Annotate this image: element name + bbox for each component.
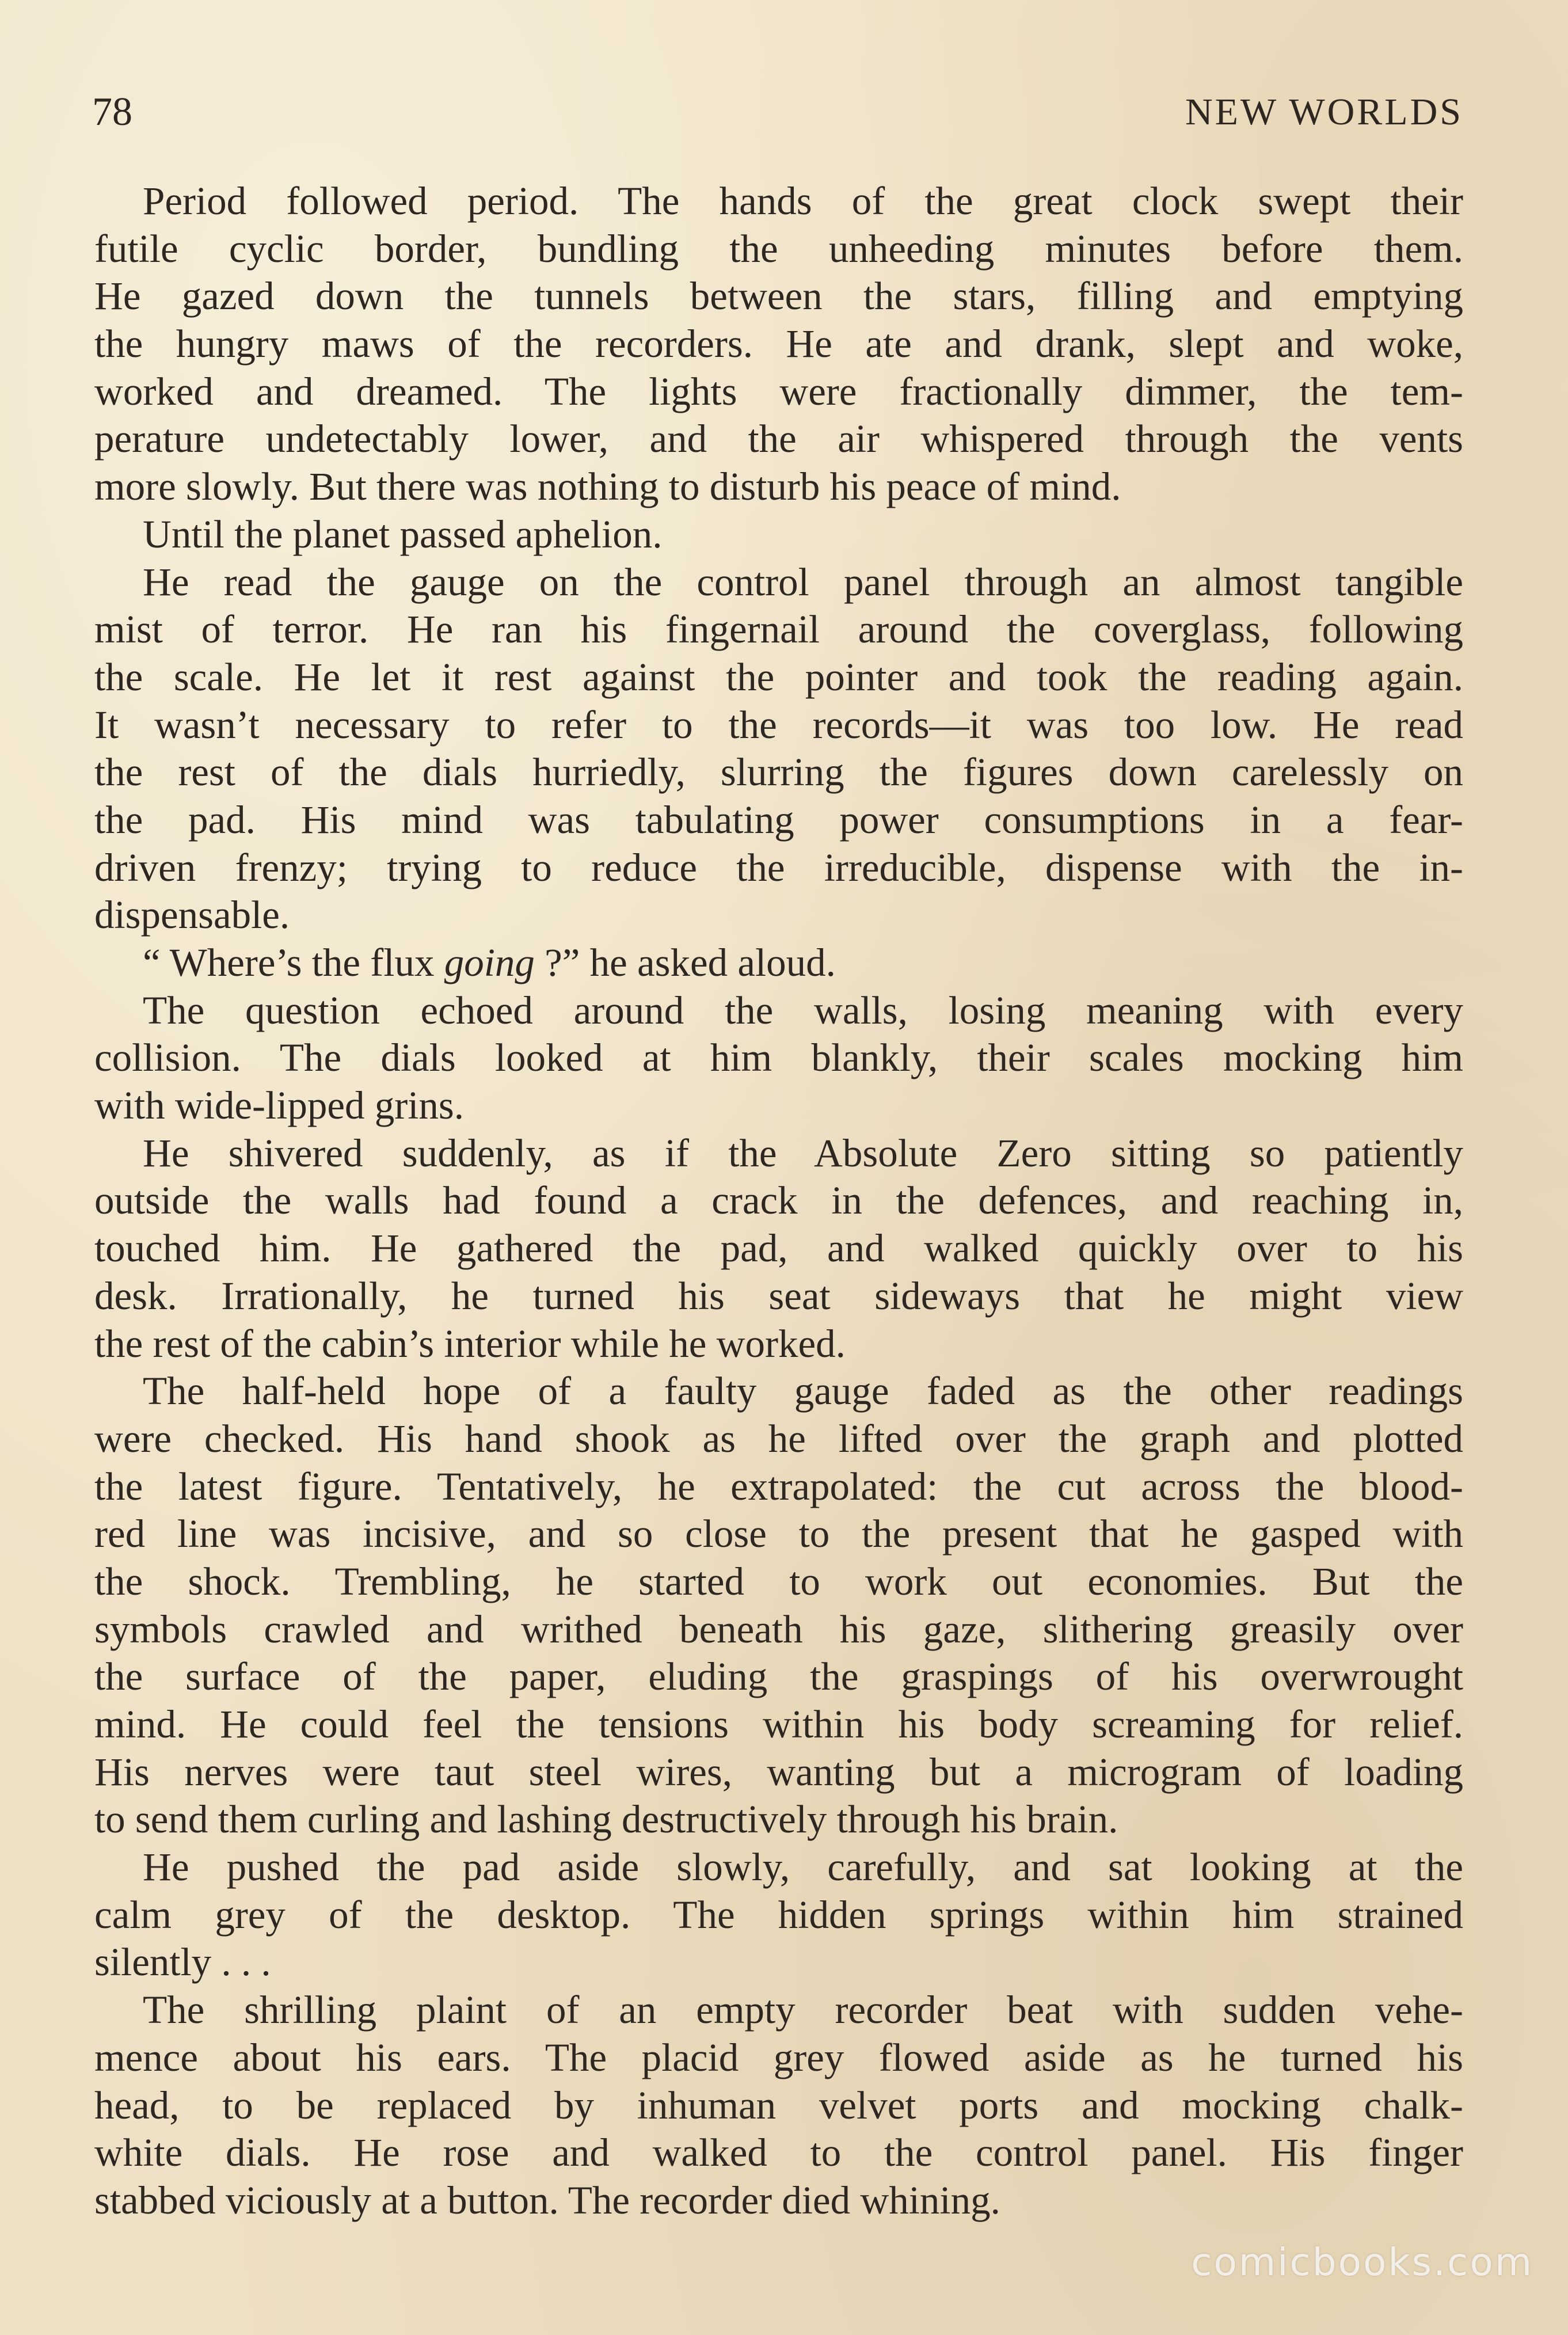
text-line: worked and dreamed. The lights were fractionally dimmer, the tem- (94, 369, 1463, 413)
text-line: symbols crawled and writhed beneath his gaze, slithering greasily over (94, 1607, 1463, 1651)
text-line: The half-held hope of a faulty gauge faded as the other readings (143, 1369, 1463, 1413)
text-line: collision. The dials looked at him blankly, their scales mocking him (94, 1036, 1463, 1080)
text-line: The question echoed around the walls, losing meaning with every (143, 988, 1463, 1032)
text-line: the shock. Trembling, he started to work out economies. But the (94, 1559, 1463, 1603)
text-line: Period followed period. The hands of the great clock swept their (143, 179, 1463, 223)
italic-word: going (444, 941, 535, 984)
page-number: 78 (92, 90, 132, 134)
text-line: Until the planet passed aphelion. (143, 512, 663, 556)
text-line: touched him. He gathered the pad, and walked quickly over to his (94, 1226, 1463, 1271)
running-head (92, 81, 1463, 144)
watermark: comicbooks.com (1191, 2240, 1533, 2284)
text-line: mind. He could feel the tensions within his body screaming for relief. (94, 1702, 1463, 1746)
text-line: were checked. His hand shook as he lifted over the graph and plotted (94, 1416, 1463, 1461)
text-line: He read the gauge on the control panel through an almost tangible (143, 560, 1463, 604)
text-line: to send them curling and lashing destructively through his brain. (94, 1797, 1118, 1842)
text-line: calm grey of the desktop. The hidden springs within him strained (94, 1892, 1463, 1937)
text-line: more slowly. But there was nothing to disturb his peace of mind. (94, 465, 1121, 509)
text-line: the hungry maws of the recorders. He ate and drank, slept and woke, (94, 322, 1463, 366)
text-line: mist of terror. He ran his fingernail around the coverglass, following (94, 607, 1463, 652)
text-line: the pad. His mind was tabulating power consumptions in a fear- (94, 797, 1463, 842)
text-line: stabbed viciously at a button. The recorder died whining. (94, 2178, 1000, 2222)
text-line: head, to be replaced by inhuman velvet ports and mocking chalk- (94, 2083, 1463, 2127)
text-line: He shivered suddenly, as if the Absolute Zero sitting so patiently (143, 1131, 1463, 1175)
text-line: the rest of the dials hurriedly, slurring the figures down carelessly on (94, 750, 1463, 794)
text-line: the latest figure. Tentatively, he extrapolated: the cut across the blood- (94, 1464, 1463, 1508)
text-line: He pushed the pad aside slowly, carefully, and sat looking at the (143, 1845, 1463, 1889)
text-line: red line was incisive, and so close to the present that he gasped with (94, 1512, 1463, 1556)
text-segment: “ Where’s the flux (143, 941, 444, 984)
text-line: the surface of the paper, eluding the graspings of his overwrought (94, 1655, 1463, 1699)
text-line: silently . . . (94, 1940, 271, 1984)
text-line: desk. Irrationally, he turned his seat sideways that he might view (94, 1273, 1463, 1318)
text-line: perature undetectably lower, and the air whispered through the vents (94, 417, 1463, 461)
running-title: NEW WORLDS (1185, 91, 1463, 133)
text-segment: ?” he asked aloud. (534, 941, 836, 984)
body-text (94, 177, 1463, 2224)
text-line: futile cyclic border, bundling the unheeding minutes before them. (94, 226, 1463, 271)
text-line: outside the walls had found a crack in the defences, and reaching in, (94, 1178, 1463, 1223)
text-line: His nerves were taut steel wires, wanting but a microgram of loading (94, 1750, 1463, 1794)
text-line: dispensable. (94, 893, 290, 937)
text-line: with wide-lipped grins. (94, 1083, 464, 1128)
text-line: mence about his ears. The placid grey flowed aside as he turned his (94, 2035, 1463, 2079)
text-line: He gazed down the tunnels between the stars, filling and emptying (94, 274, 1463, 318)
text-line: white dials. He rose and walked to the control panel. His finger (94, 2131, 1463, 2175)
text-line: driven frenzy; trying to reduce the irreducible, dispense with the in- (94, 845, 1463, 889)
text-line (94, 939, 1463, 987)
text-line: The shrilling plaint of an empty recorder beat with sudden vehe- (143, 1988, 1463, 2032)
text-line: the rest of the cabin’s interior while he worked. (94, 1321, 846, 1366)
text-line: the scale. He let it rest against the pointer and took the reading again. (94, 655, 1463, 699)
text-line: It wasn’t necessary to refer to the records—it was too low. He read (94, 702, 1463, 747)
